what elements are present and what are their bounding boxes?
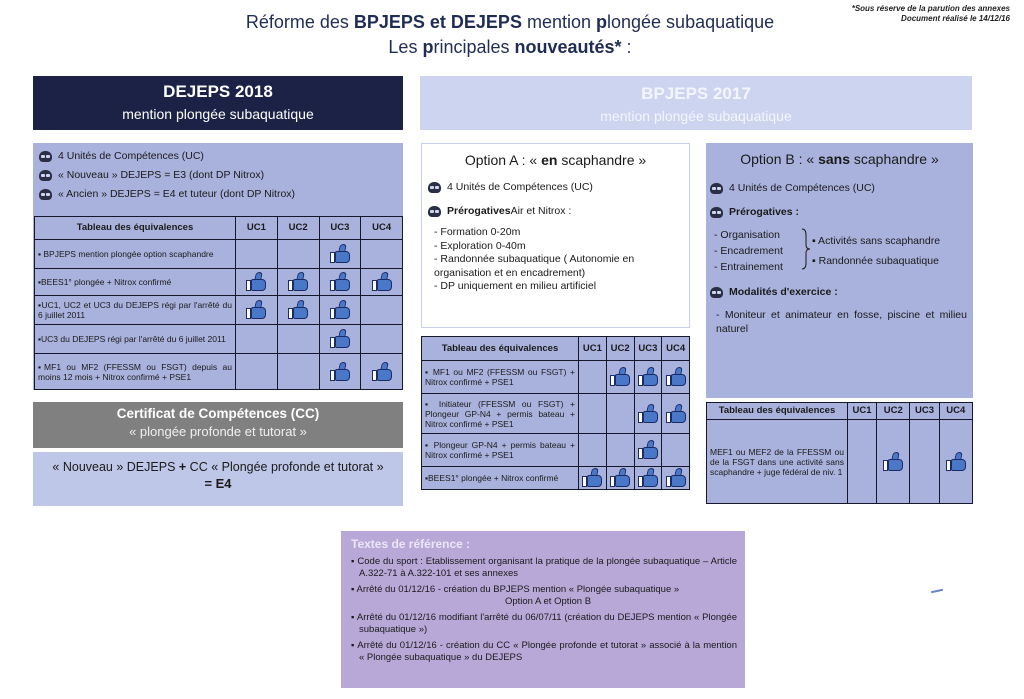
row-label: MEF1 ou MEF2 de la FFESSM ou de la FSGT dans une activité sans scaphandre + juge fédéral de niv. 1 — [707, 420, 848, 504]
note-line-1: *Sous réserve de la parution des annexes — [851, 4, 1010, 13]
option-b-role: - Encadrement — [714, 245, 783, 257]
option-b-role: - Organisation — [714, 229, 780, 241]
table-row — [35, 269, 403, 296]
uc1-cell — [579, 434, 607, 467]
uc2-cell — [606, 434, 634, 467]
diving-mask-icon — [428, 182, 441, 193]
dejeps-equivalence-table — [34, 216, 403, 390]
cc-formula-line-1: « Nouveau » DEJEPS + CC « Plongée profonde et tutorat » — [52, 460, 384, 474]
bpjeps-header — [420, 76, 972, 130]
title-line-2: Les principales nouveautés* : — [388, 37, 632, 57]
bpjeps-title: BPJEPS 2017 — [641, 84, 751, 103]
bpjeps-subtitle: mention plongée subaquatique — [600, 108, 792, 124]
uc2-cell — [606, 467, 634, 490]
option-b-panel — [706, 143, 973, 398]
uc1-cell — [236, 325, 278, 354]
uc3-cell — [319, 354, 361, 390]
option-b-prerogatives: Prérogatives : — [710, 205, 973, 219]
option-a-item: - Formation 0-20m — [434, 226, 521, 238]
uc1-cell — [236, 296, 278, 325]
uc1-cell — [579, 467, 607, 490]
thumbs-up-icon — [882, 452, 904, 472]
table-row — [35, 296, 403, 325]
uc4-cell — [662, 467, 690, 490]
option-a-equivalence-table — [421, 336, 690, 490]
uc2-cell — [277, 269, 319, 296]
uc4-cell — [361, 354, 403, 390]
uc2-cell — [277, 325, 319, 354]
uc3-cell — [634, 467, 662, 490]
curly-brace — [800, 227, 812, 271]
title-line-1: Réforme des BPJEPS et DEJEPS mention plongée subaquatique — [245, 12, 775, 32]
thumbs-up-icon — [581, 468, 603, 488]
uc4-cell — [662, 394, 690, 434]
table-row — [422, 467, 690, 490]
uc4-cell — [361, 240, 403, 269]
thumbs-up-icon — [329, 244, 351, 264]
thumbs-up-icon — [945, 452, 967, 472]
row-label: ▪MF1 ou MF2 (FFESSM ou FSGT) depuis au moins 12 mois + Nitrox confirmé + PSE1 — [35, 354, 236, 390]
thumbs-up-icon — [609, 468, 631, 488]
uc4-cell — [662, 361, 690, 394]
diving-mask-icon — [710, 183, 723, 194]
uc3-cell — [319, 296, 361, 325]
table-row — [422, 361, 690, 394]
disclaimer-note — [852, 4, 1010, 24]
uc1-cell — [236, 354, 278, 390]
dejeps-title: DEJEPS 2018 — [163, 82, 273, 101]
table-row — [422, 434, 690, 467]
option-a-title: Option A : « en scaphandre » — [464, 152, 647, 168]
row-label: ▪ MF1 ou MF2 (FFESSM ou FSGT) + Nitrox confirmé + PSE1 — [422, 361, 579, 394]
option-b-activity: ▪ Randonnée subaquatique — [812, 255, 939, 267]
dejeps-bullet: 4 Unités de Compétences (UC) — [39, 149, 403, 163]
thumbs-up-icon — [371, 272, 393, 292]
thumbs-up-icon — [665, 367, 687, 387]
reference-item: ▪ Code du sport : Etablissement organisant la pratique de la plongée subaquatique – Article A.322-71 à A.322-101 et ses annexes — [351, 556, 737, 579]
thumbs-up-icon — [637, 440, 659, 460]
option-b-uc: 4 Unités de Compétences (UC) — [710, 181, 973, 195]
option-a-item: - Randonnée subaquatique ( Autonomie en organisation et en encadrement) — [434, 253, 635, 279]
table-header: UC2 — [877, 403, 910, 420]
reference-texts-panel — [341, 531, 745, 688]
table-header: UC3 — [910, 403, 939, 420]
cc-formula-line-2: = E4 — [204, 476, 232, 491]
note-line-2: Document réalisé le 14/12/16 — [901, 14, 1010, 23]
uc3-cell — [319, 325, 361, 354]
option-b-role: - Entrainement — [714, 261, 783, 273]
thumbs-up-icon — [329, 362, 351, 382]
uc2-cell — [606, 361, 634, 394]
stray-mark — [931, 589, 943, 593]
table-row — [707, 420, 973, 504]
thumbs-up-icon — [371, 362, 393, 382]
cc-title: Certificat de Compétences (CC) — [116, 406, 320, 421]
table-header: UC1 — [579, 337, 607, 361]
uc1-cell — [236, 269, 278, 296]
table-header: UC1 — [236, 217, 278, 240]
uc3-cell — [634, 394, 662, 434]
option-a-uc: 4 Unités de Compétences (UC) — [428, 180, 689, 194]
table-header: UC2 — [277, 217, 319, 240]
uc2-cell — [277, 354, 319, 390]
uc4-cell — [361, 296, 403, 325]
uc4-cell — [662, 434, 690, 467]
reference-item: ▪ Arrêté du 01/12/16 - création du BPJEPS mention « Plongée subaquatique » Option A et Option B — [351, 584, 680, 607]
uc2-cell — [606, 394, 634, 434]
thumbs-up-icon — [637, 367, 659, 387]
uc2-cell — [277, 296, 319, 325]
uc4-cell — [939, 420, 972, 504]
thumbs-up-icon — [329, 272, 351, 292]
uc3-cell — [319, 240, 361, 269]
option-a-item: - DP uniquement en milieu artificiel — [434, 280, 597, 292]
diving-mask-icon — [710, 207, 723, 218]
option-a-prerogatives: Prérogatives Air et Nitrox : — [428, 204, 689, 218]
table-header: UC4 — [361, 217, 403, 240]
uc4-cell — [361, 269, 403, 296]
diving-mask-icon — [39, 189, 52, 200]
thumbs-up-icon — [665, 468, 687, 488]
uc1-cell — [848, 420, 877, 504]
table-header: UC2 — [606, 337, 634, 361]
option-a-panel — [421, 143, 690, 328]
dejeps-bullet: « Ancien » DEJEPS = E4 et tuteur (dont DP Nitrox) — [39, 187, 403, 201]
diving-mask-icon — [428, 206, 441, 217]
thumbs-up-icon — [245, 272, 267, 292]
table-header: Tableau des équivalences — [422, 337, 579, 361]
table-header: UC1 — [848, 403, 877, 420]
uc3-cell — [634, 361, 662, 394]
diving-mask-icon — [39, 151, 52, 162]
table-header: UC4 — [939, 403, 972, 420]
references-title: Textes de référence : — [351, 537, 471, 551]
row-label: ▪ Plongeur GP-N4 + permis bateau + Nitrox confirmé + PSE1 — [422, 434, 579, 467]
option-a-item: - Exploration 0-40m — [434, 239, 526, 252]
uc3-cell — [910, 420, 939, 504]
dejeps-bullet: « Nouveau » DEJEPS = E3 (dont DP Nitrox) — [39, 168, 403, 182]
option-b-modalities: Modalités d'exercice : — [710, 285, 973, 299]
thumbs-up-icon — [329, 329, 351, 349]
uc1-cell — [579, 361, 607, 394]
option-b-modal-text: - Moniteur et animateur en fosse, piscine et milieu naturel — [716, 309, 967, 335]
uc1-cell — [579, 394, 607, 434]
thumbs-up-icon — [637, 404, 659, 424]
table-row — [35, 354, 403, 390]
diving-mask-icon — [710, 287, 723, 298]
reference-item: ▪ Arrêté du 01/12/16 modifiant l'arrêté du 06/07/11 (création du DEJEPS mention « Plongée subaquatique ») — [351, 612, 737, 635]
table-header: UC3 — [634, 337, 662, 361]
cc-formula — [33, 452, 403, 506]
uc1-cell — [236, 240, 278, 269]
table-row — [422, 394, 690, 434]
thumbs-up-icon — [287, 300, 309, 320]
row-label: ▪UC3 du DEJEPS régi par l'arrêté du 6 juillet 2011 — [35, 325, 236, 354]
thumbs-up-icon — [245, 300, 267, 320]
uc3-cell — [634, 434, 662, 467]
page-title — [170, 10, 850, 60]
row-label: ▪BEES1° plongée + Nitrox confirmé — [422, 467, 579, 490]
uc2-cell — [877, 420, 910, 504]
option-b-title: Option B : « sans scaphandre » — [740, 151, 939, 167]
row-label: ▪BEES1° plongée + Nitrox confirmé — [35, 269, 236, 296]
cc-subtitle: « plongée profonde et tutorat » — [129, 424, 307, 439]
table-row — [35, 240, 403, 269]
row-label: ▪ BPJEPS mention plongée option scaphandre — [35, 240, 236, 269]
row-label: ▪UC1, UC2 et UC3 du DEJEPS régi par l'arrêté du 6 juillet 2011 — [35, 296, 236, 325]
table-row — [35, 325, 403, 354]
thumbs-up-icon — [287, 272, 309, 292]
thumbs-up-icon — [329, 300, 351, 320]
option-b-equivalence-table — [706, 402, 973, 504]
table-header: UC4 — [662, 337, 690, 361]
dejeps-subtitle: mention plongée subaquatique — [122, 106, 314, 122]
cc-header — [33, 402, 403, 448]
dejeps-header — [33, 76, 403, 130]
table-header: UC3 — [319, 217, 361, 240]
thumbs-up-icon — [637, 468, 659, 488]
table-header: Tableau des équivalences — [707, 403, 848, 420]
diving-mask-icon — [39, 170, 52, 181]
row-label: ▪ Initiateur (FFESSM ou FSGT) + Plongeur GP-N4 + permis bateau + Nitrox confirmé + PSE1 — [422, 394, 579, 434]
table-header: Tableau des équivalences — [35, 217, 236, 240]
uc4-cell — [361, 325, 403, 354]
thumbs-up-icon — [665, 404, 687, 424]
reference-item: ▪ Arrêté du 01/12/16 - création du CC « Plongée profonde et tutorat » associé à la mention « Plongée subaquatique » du DEJEPS — [351, 640, 737, 663]
uc3-cell — [319, 269, 361, 296]
option-b-activity: ▪ Activités sans scaphandre — [812, 235, 941, 247]
uc2-cell — [277, 240, 319, 269]
thumbs-up-icon — [609, 367, 631, 387]
